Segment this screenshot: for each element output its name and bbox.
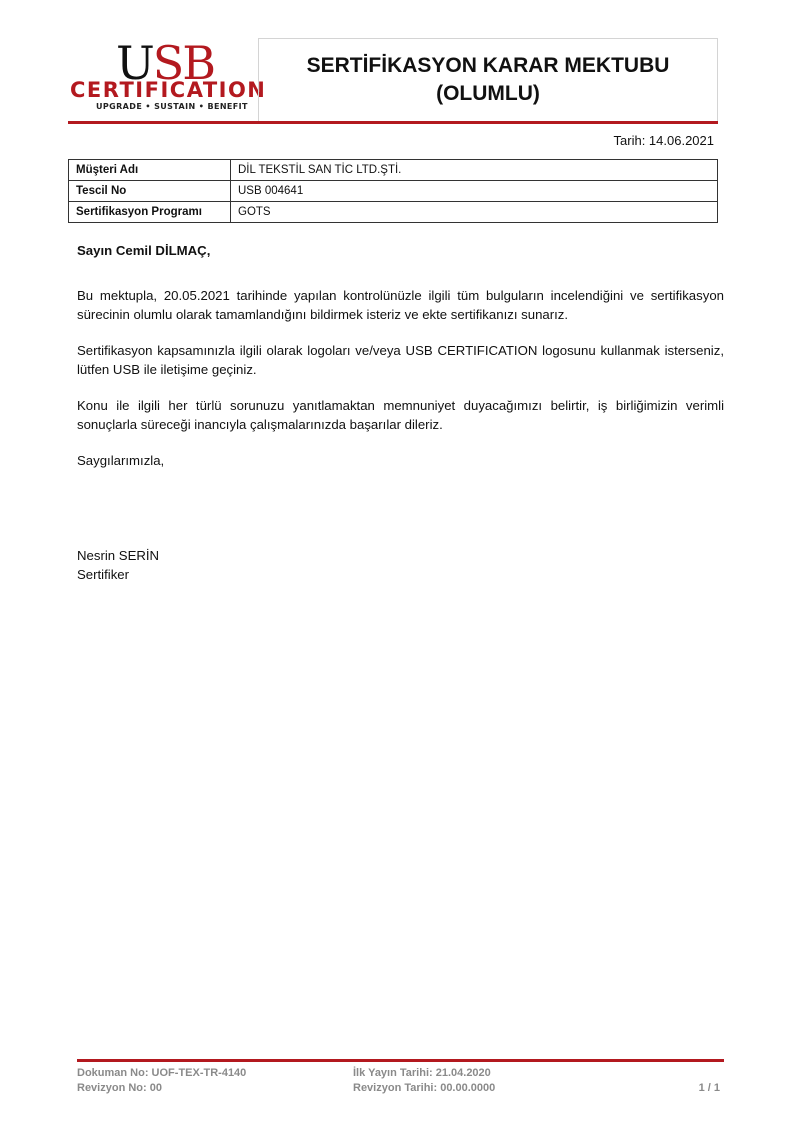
letter-body [77, 241, 724, 584]
signature-block [77, 546, 724, 584]
table-value: GOTS [231, 202, 718, 223]
salutation: Sayın Cemil DİLMAÇ, [77, 243, 211, 258]
table-row [69, 160, 718, 181]
paragraph: Konu ile ilgili her türlü sorunuzu yanıtlamaktan memnuniyet duyacağımızı belirtir, iş birliğimizin verimli sonuçlarla süreceği inancıyla çalışmalarınızda başarılar dileriz. [77, 398, 724, 432]
first-publish-date: İlk Yayın Tarihi: 21.04.2020 [353, 1067, 491, 1079]
revision-number: Revizyon No: 00 [77, 1082, 162, 1094]
title-line-2: (OLUMLU) [436, 82, 540, 105]
page-number: 1 / 1 [698, 1082, 720, 1094]
table-value: USB 004641 [231, 181, 718, 202]
document-header [68, 34, 718, 122]
revision-date: Revizyon Tarihi: 00.00.0000 [353, 1082, 496, 1094]
letter-date: Tarih: 14.06.2021 [613, 133, 714, 148]
customer-info-table [68, 159, 718, 223]
signer-title: Sertifiker [77, 567, 130, 582]
usb-certification-logo [68, 34, 267, 120]
doc-number: Dokuman No: UOF-TEX-TR-4140 [77, 1067, 247, 1079]
logo-certification-text: CERTIFICATION [70, 78, 267, 102]
table-row [69, 202, 718, 223]
table-row [69, 181, 718, 202]
logo-usb-mark: USB [116, 36, 215, 90]
page-title [268, 52, 708, 108]
table-key: Tescil No [69, 181, 231, 202]
logo-tagline: UPGRADE • SUSTAIN • BENEFIT [96, 102, 248, 111]
table-value: DİL TEKSTİL SAN TİC LTD.ŞTİ. [231, 160, 718, 181]
title-line-1: SERTİFİKASYON KARAR MEKTUBU [306, 54, 670, 77]
footer-divider [77, 1059, 724, 1062]
signer-name: Nesrin SERİN [77, 548, 160, 563]
paragraph: Bu mektupla, 20.05.2021 tarihinde yapılan kontrolünüzle ilgili tüm bulguların incelendiğini ve sertifikasyon sürecinin olumlu olarak tamamlandığını bildirmek isteriz ve ekte sertifikanızı sunarız. [77, 288, 724, 322]
paragraph: Sertifikasyon kapsamınızla ilgili olarak logoları ve/veya USB CERTIFICATION logosunu kullanmak isterseniz, lütfen USB ile iletişime geçiniz. [77, 343, 724, 377]
closing: Saygılarımızla, [77, 453, 165, 468]
table-key: Sertifikasyon Programı [69, 202, 231, 223]
table-key: Müşteri Adı [69, 160, 231, 181]
header-divider [68, 121, 718, 124]
